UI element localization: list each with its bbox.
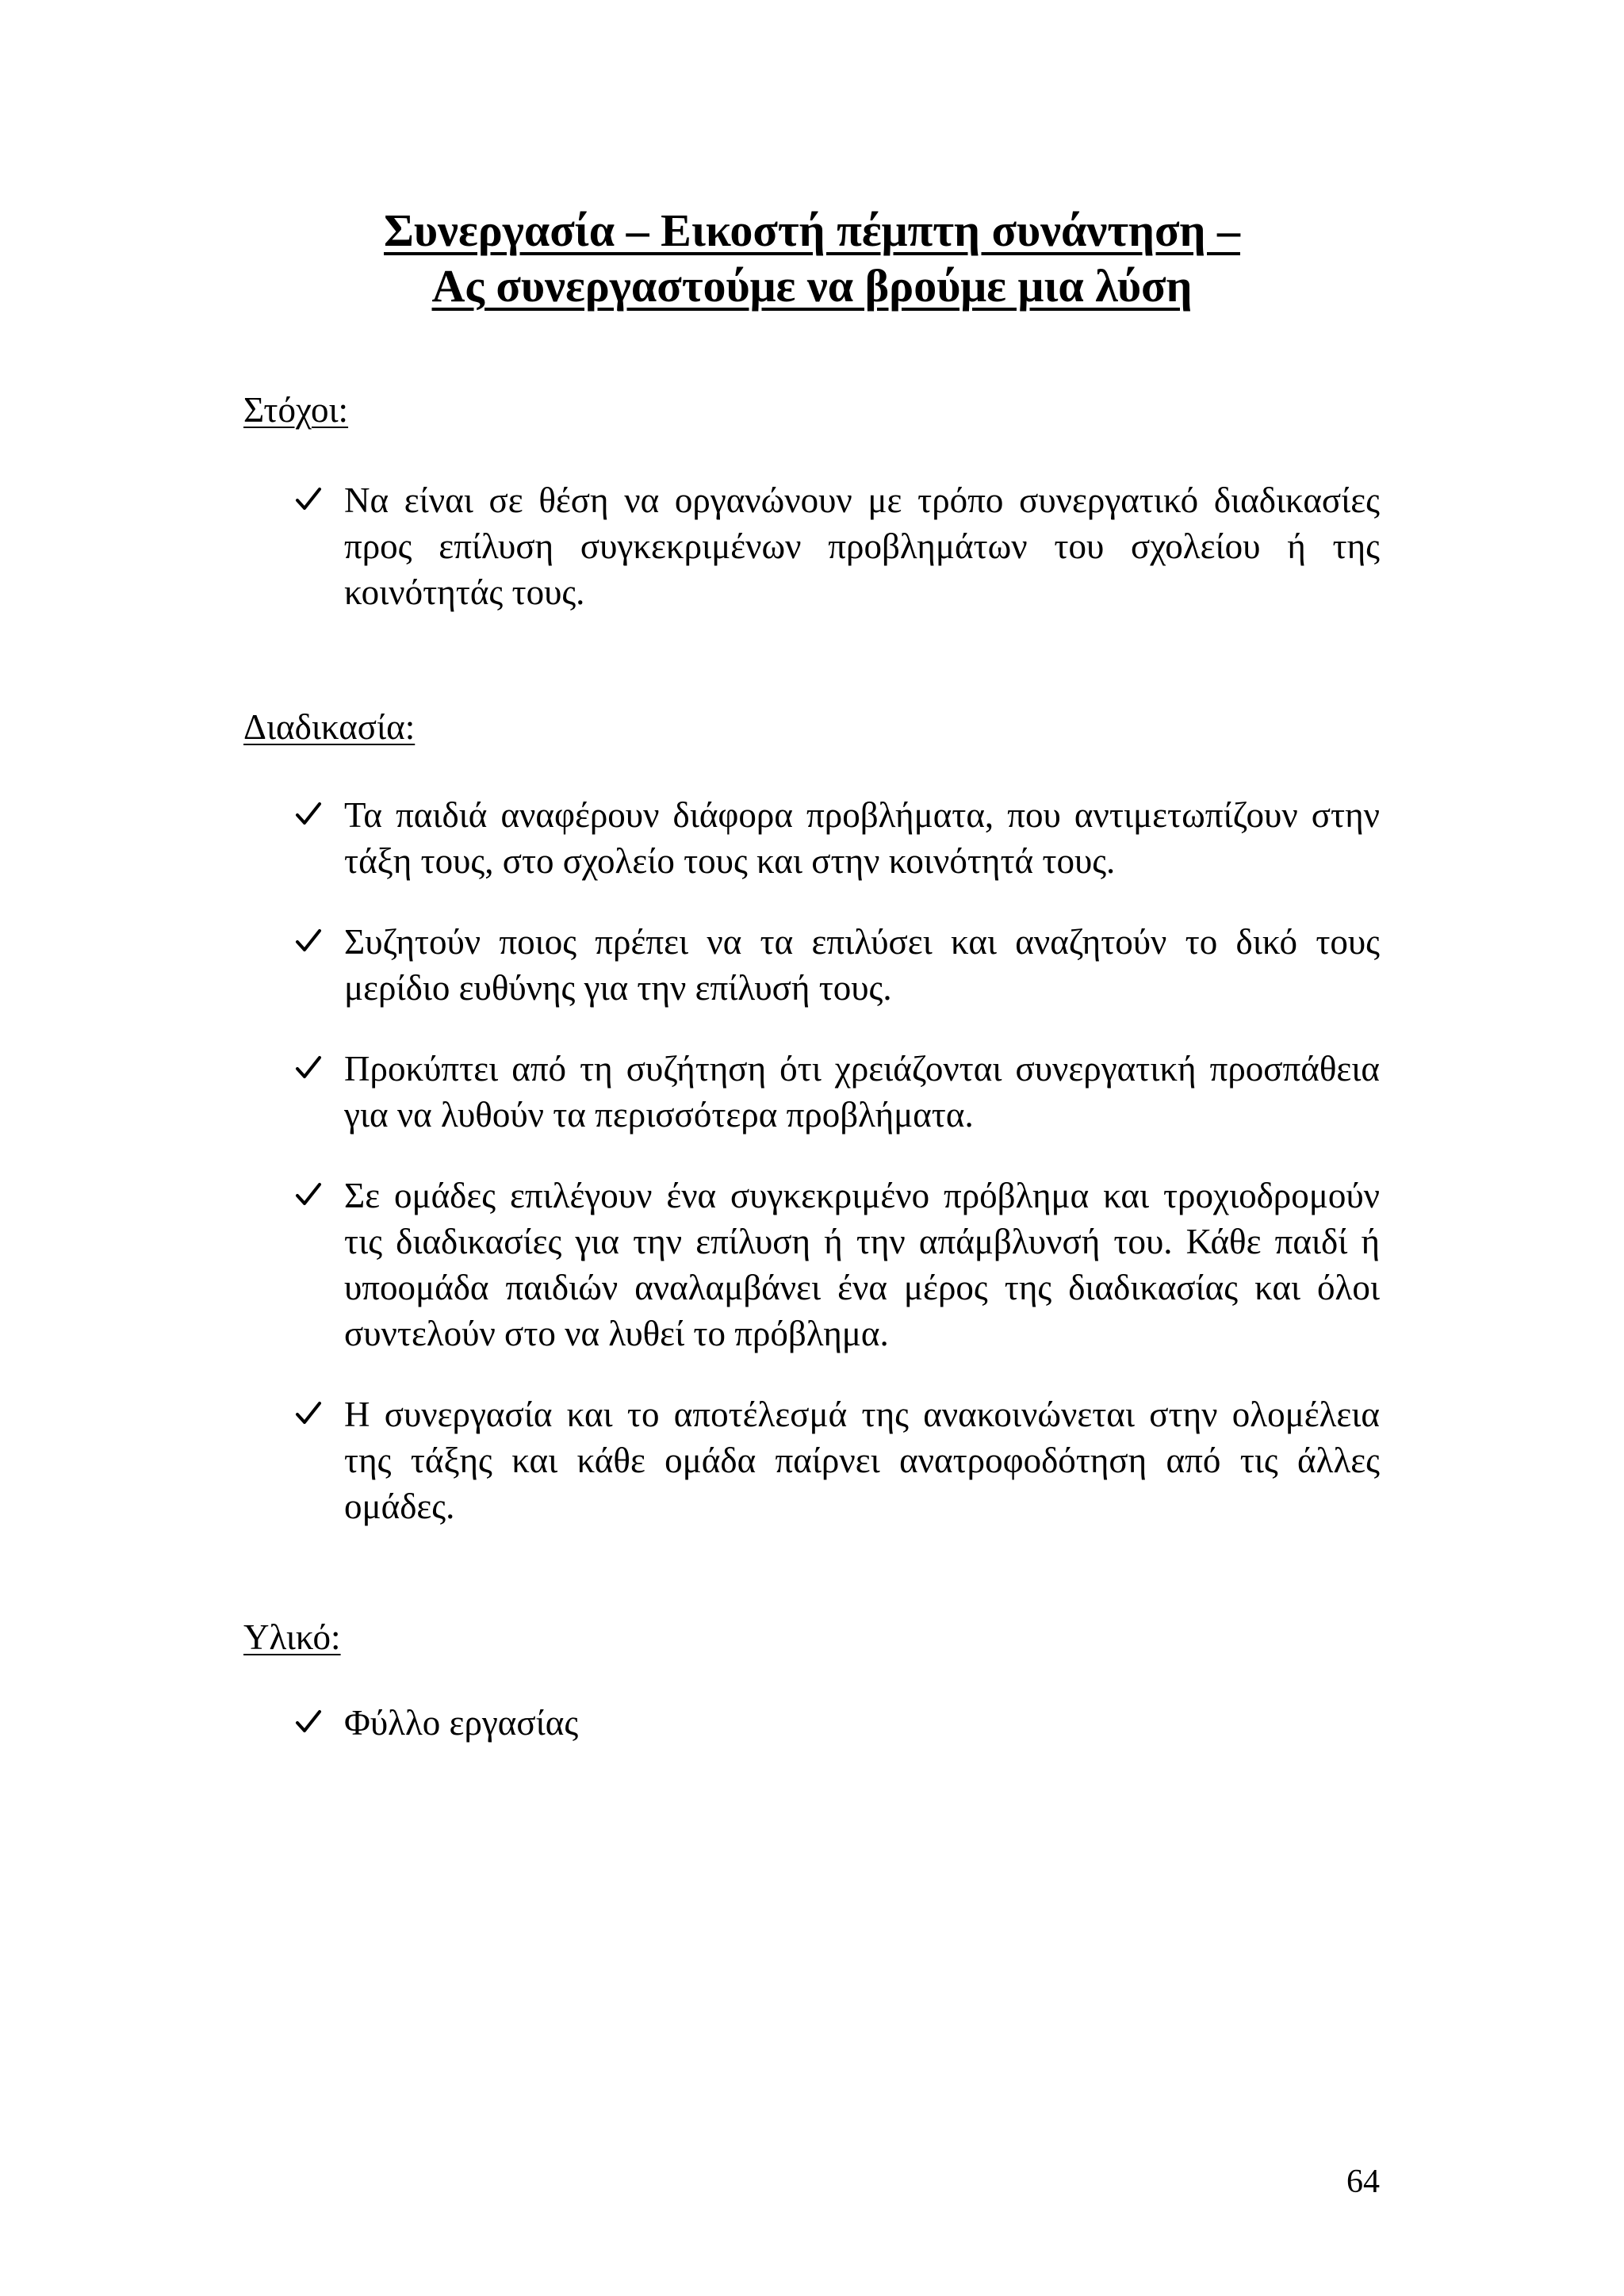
list-item [295,919,1380,1011]
list-item [295,1700,1380,1746]
check-mark-icon [295,792,339,838]
check-mark-icon [295,477,339,523]
procedure-item-text: Τα παιδιά αναφέρουν διάφορα προβλήματα, που αντιμετωπίζουν στην τάξη τους, στο σχολείο τους και στην κοινότητά τους. [344,795,1380,881]
list-item [295,1173,1380,1357]
page-title-line-1: Συνεργασία – Εικοστή πέμπτη συνάντηση – [384,205,1240,256]
list-item [295,1046,1380,1138]
check-mark-icon [295,1391,339,1437]
check-mark-icon [295,1173,339,1219]
section-heading-procedure: Διαδικασία: [243,707,416,747]
check-mark-icon [295,919,339,965]
section-heading-material: Υλικό: [243,1617,341,1657]
procedure-item-text: Συζητούν ποιος πρέπει να τα επιλύσει και αναζητούν το δικό τους μερίδιο ευθύνης για την επίλυσή τους. [344,922,1380,1008]
procedure-item-text: Σε ομάδες επιλέγουν ένα συγκεκριμένο πρόβλημα και τροχιοδρομούν τις διαδικασίες για την επίλυση ή την απάμβλυνσή του. Κάθε παιδί ή υποομάδα παιδιών αναλαμβάνει ένα μέρος της διαδικασίας και όλοι συντελούν στο να λυθεί το πρόβλημα. [344,1176,1380,1353]
check-mark-icon [295,1700,339,1746]
page-title-line-2: Ας συνεργαστούμε να βρούμε μια λύση [431,260,1193,312]
list-item [295,477,1380,615]
procedure-item-text: Προκύπτει από τη συζήτηση ότι χρειάζονται συνεργατική προσπάθεια για να λυθούν τα περισσότερα προβλήματα. [344,1049,1380,1135]
check-mark-icon [295,1046,339,1092]
section-heading-goals: Στόχοι: [243,390,349,430]
material-item-text: Φύλλο εργασίας [344,1703,579,1743]
list-item [295,1391,1380,1529]
procedure-item-text: Η συνεργασία και το αποτέλεσμά της ανακοινώνεται στην ολομέλεια της τάξης και κάθε ομάδα παίρνει ανατροφοδότηση από τις άλλες ομάδες. [344,1395,1380,1526]
page-number: 64 [1346,2164,1380,2200]
list-item [295,792,1380,884]
goal-item-text: Να είναι σε θέση να οργανώνουν με τρόπο συνεργατικό διαδικασίες προς επίλυση συγκεκριμένων προβλημάτων του σχολείου ή της κοινότητάς τους. [344,480,1380,612]
